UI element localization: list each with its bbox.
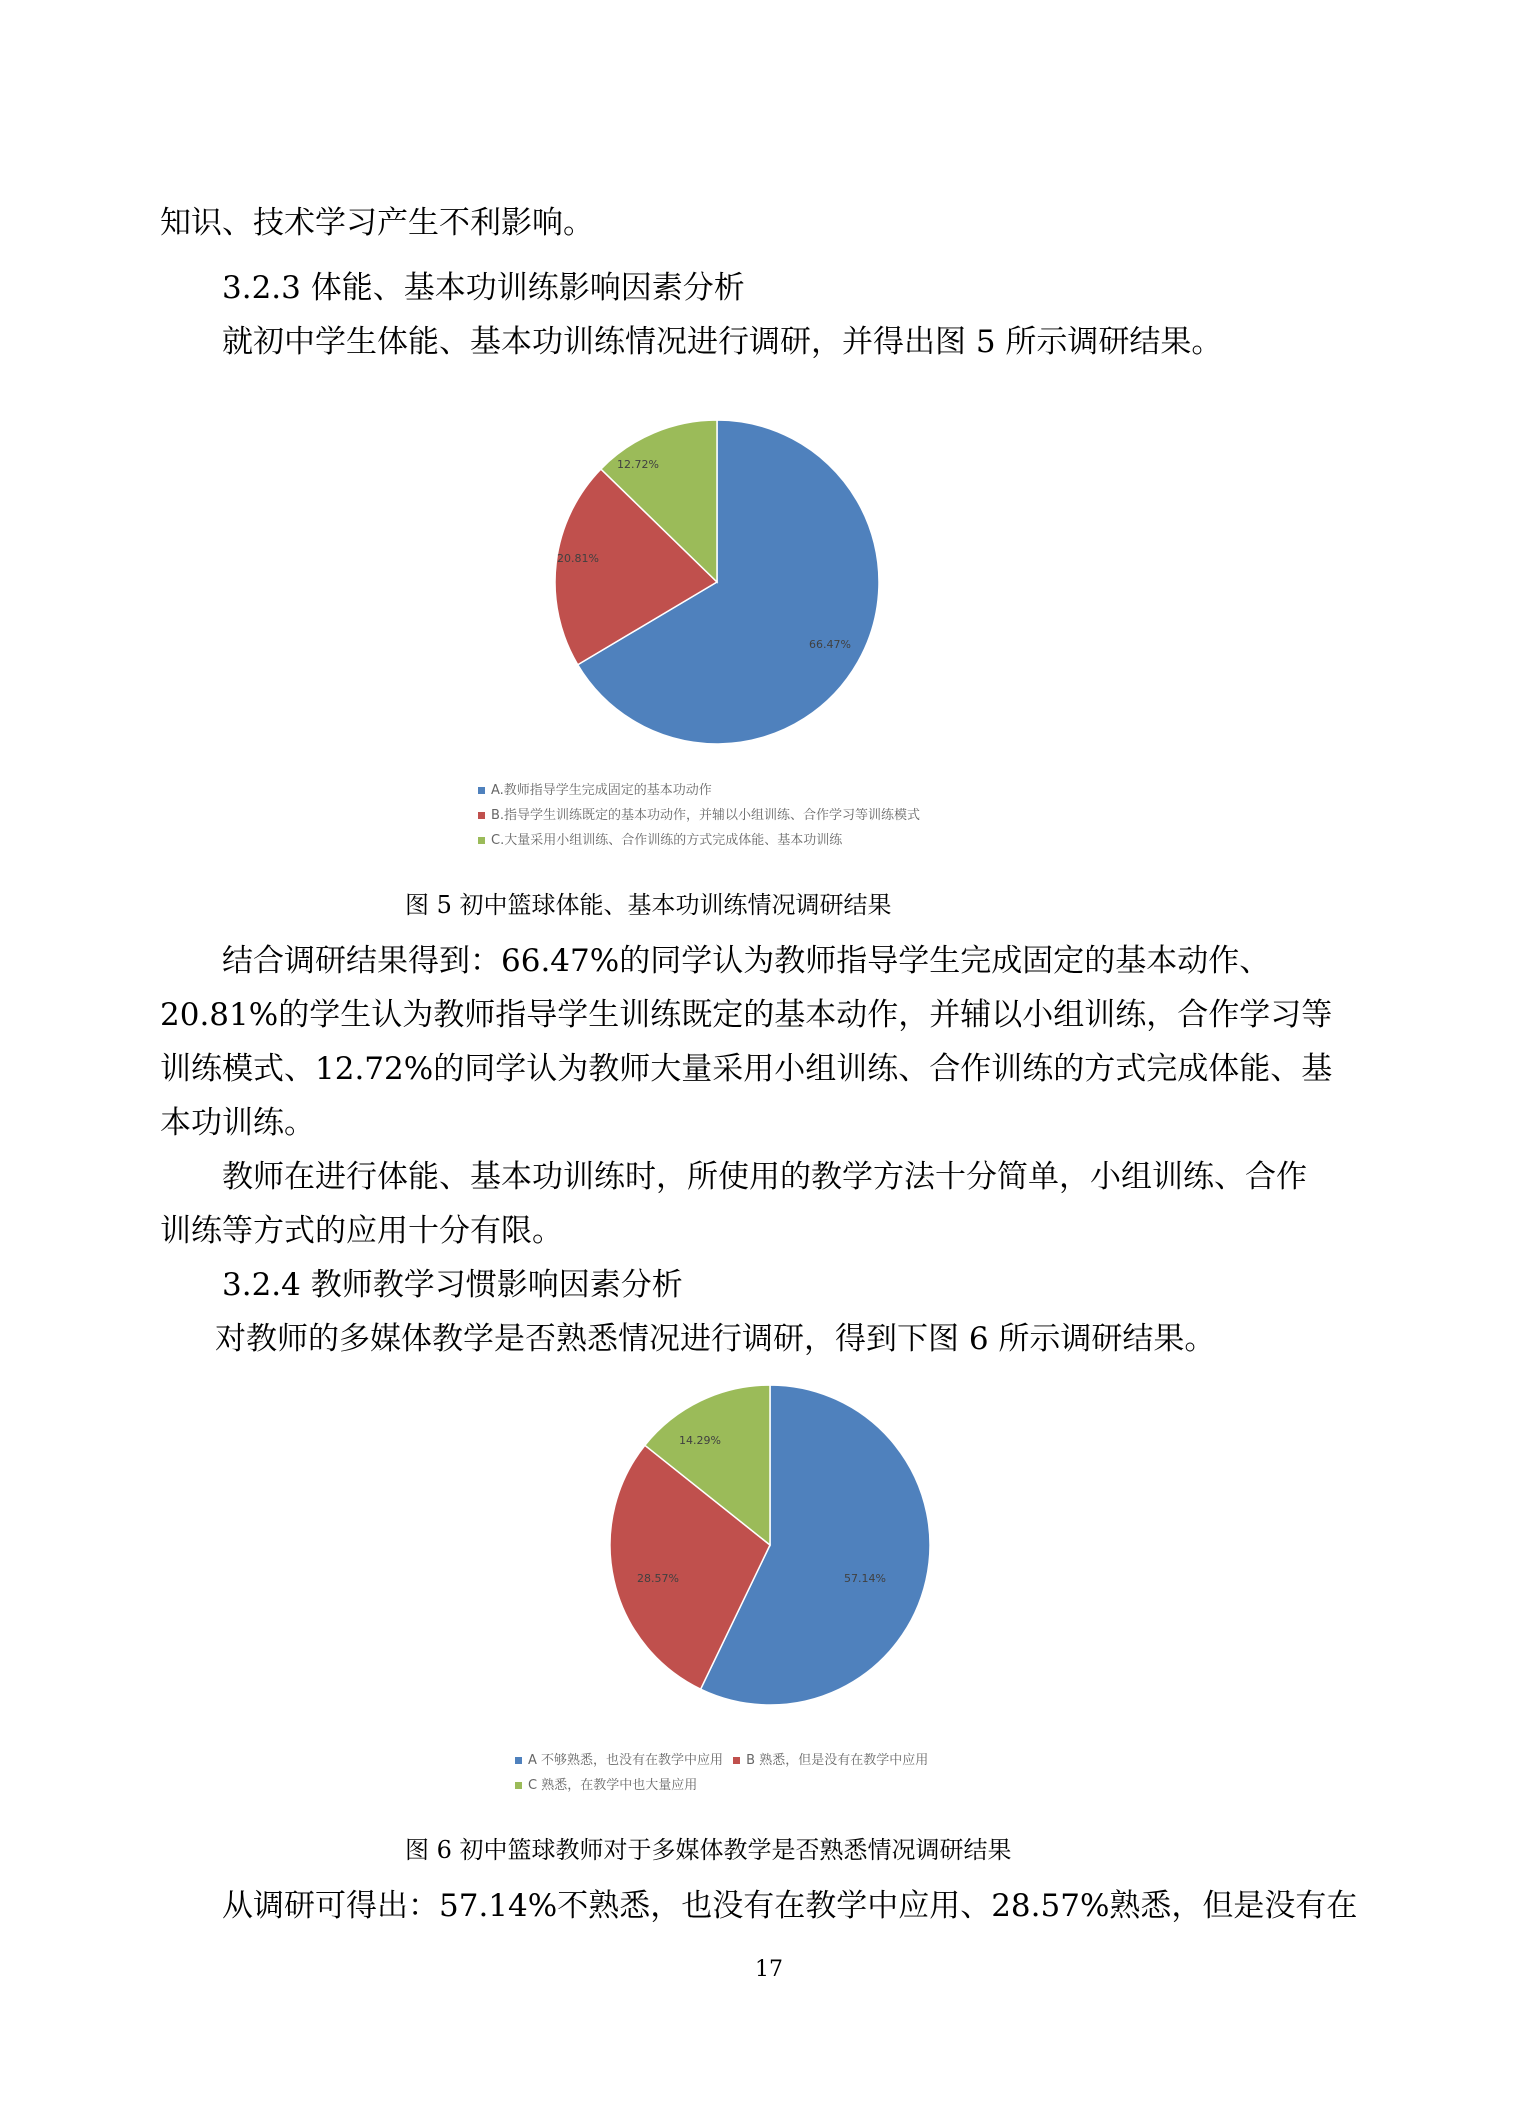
legend-label: A 不够熟悉，也没有在教学中应用 (528, 1753, 724, 1768)
legend-swatch-a (515, 1757, 522, 1764)
pie-data-label: 14.29% (679, 1434, 721, 1447)
legend-item (478, 778, 920, 803)
legend-figure-6 (515, 1748, 928, 1798)
paragraph-survey-intro-fig5: 就初中学生体能、基本功训练情况进行调研，并得出图 5 所示调研结果。 (222, 324, 1223, 360)
legend-label: C 熟悉，在教学中也大量应用 (528, 1778, 698, 1793)
paragraph-continuation: 知识、技术学习产生不利影响。 (160, 205, 594, 241)
legend-item (478, 803, 920, 828)
legend-swatch-c (478, 837, 485, 844)
page-number: 17 (755, 1957, 783, 1982)
legend-label: A.教师指导学生完成固定的基本功动作 (491, 783, 712, 798)
legend-label: C.大量采用小组训练、合作训练的方式完成体能、基本功训练 (491, 833, 843, 848)
legend-swatch-b (478, 812, 485, 819)
legend-label: B.指导学生训练既定的基本功动作，并辅以小组训练、合作学习等训练模式 (491, 808, 921, 823)
paragraph-results-line-1: 结合调研结果得到：66.47%的同学认为教师指导学生完成固定的基本动作、 (222, 943, 1271, 979)
pie-data-label: 20.81% (557, 552, 599, 565)
pie-chart-figure-5 (350, 410, 1050, 760)
figure-5-caption: 图 5 初中篮球体能、基本功训练情况调研结果 (405, 891, 892, 919)
paragraph-survey-intro-fig6: 对教师的多媒体教学是否熟悉情况进行调研，得到下图 6 所示调研结果。 (215, 1321, 1216, 1357)
pie-data-label: 12.72% (617, 458, 659, 471)
paragraph-results-line-4: 本功训练。 (160, 1105, 315, 1141)
legend-swatch-b (733, 1757, 740, 1764)
legend-item-row-1 (515, 1748, 928, 1773)
figure-6-caption: 图 6 初中篮球教师对于多媒体教学是否熟悉情况调研结果 (405, 1836, 1012, 1864)
legend-swatch-c (515, 1782, 522, 1789)
legend-swatch-a (478, 787, 485, 794)
paragraph-results-line-2: 20.81%的学生认为教师指导学生训练既定的基本动作，并辅以小组训练，合作学习等 (160, 997, 1333, 1033)
paragraph-results-line-3: 训练模式、12.72%的同学认为教师大量采用小组训练、合作训练的方式完成体能、基 (160, 1051, 1333, 1087)
pie-data-label: 57.14% (844, 1572, 886, 1585)
section-heading-3-2-4: 3.2.4 教师教学习惯影响因素分析 (222, 1267, 683, 1303)
legend-item-row-2 (515, 1773, 928, 1798)
section-heading-3-2-3: 3.2.3 体能、基本功训练影响因素分析 (222, 270, 745, 306)
paragraph-analysis-line-1: 教师在进行体能、基本功训练时，所使用的教学方法十分简单，小组训练、合作 (222, 1159, 1307, 1195)
paragraph-conclusion-line-1: 从调研可得出：57.14%不熟悉，也没有在教学中应用、28.57%熟悉，但是没有在 (222, 1888, 1358, 1924)
pie-data-label: 66.47% (809, 638, 851, 651)
legend-figure-5 (478, 778, 920, 853)
pie-chart-figure-6 (600, 1375, 940, 1715)
paragraph-analysis-line-2: 训练等方式的应用十分有限。 (160, 1213, 563, 1249)
legend-label: B 熟悉，但是没有在教学中应用 (746, 1753, 929, 1768)
pie-data-label: 28.57% (637, 1572, 679, 1585)
legend-item (478, 828, 920, 853)
